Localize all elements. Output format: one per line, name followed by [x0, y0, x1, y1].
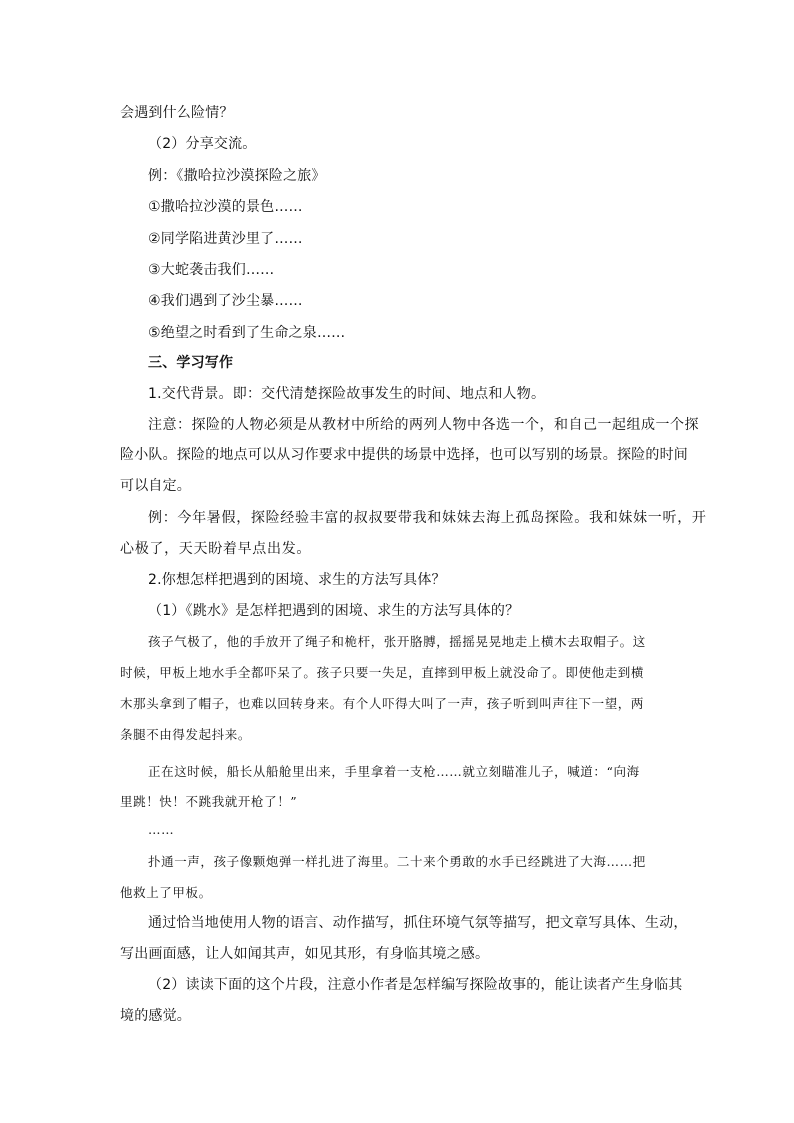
text-line: 写出画面感，让人如闻其声，如见其形，有身临其境之感。	[120, 946, 490, 962]
text-line: 心极了，天天盼着早点出发。	[120, 541, 312, 557]
quote-line: 里跳！快！不跳我就开枪了！”	[120, 794, 298, 809]
list-item: ③大蛇袭击我们……	[148, 262, 275, 278]
text-line: 通过恰当地使用人物的语言、动作描写，抓住环境气氛等描写，把文章写具体、生动，	[148, 915, 688, 931]
quote-line: 他救上了甲板。	[120, 885, 212, 900]
section-heading: 三、学习写作	[148, 355, 234, 371]
text-line: 会遇到什么险情？	[120, 105, 234, 121]
text-line: 境的感觉。	[120, 1008, 191, 1024]
quote-line: 孩子气极了，他的手放开了绳子和桅杆，张开胳膊，摇摇晃晃地走上横木去取帽子。这	[148, 634, 646, 649]
quote-line: 扑通一声，孩子像颗炮弹一样扎进了海里。二十来个勇敢的水手已经跳进了大海……把	[148, 854, 646, 869]
quote-line: 木那头拿到了帽子，也难以回转身来。有个人吓得大叫了一声，孩子听到叫声往下一望，两	[120, 696, 645, 711]
quote-line: 正在这时候，船长从船舱里出来，手里拿着一支枪……就立刻瞄准儿子，喊道：“向海	[148, 764, 640, 779]
text-line: 2.你想怎样把遇到的困境、求生的方法写具体？	[148, 572, 446, 588]
text-line: 1.交代背景。即：交代清楚探险故事发生的时间、地点和人物。	[148, 386, 546, 402]
text-line: （2）读读下面的这个片段，注意小作者是怎样编写探险故事的，能让读者产生身临其	[148, 977, 683, 993]
text-line: （2）分享交流。	[148, 136, 257, 152]
text-line: 险小队。探险的地点可以从习作要求中提供的场景中选择，也可以写别的场景。探险的时间	[120, 447, 688, 463]
list-item: ④我们遇到了沙尘暴……	[148, 293, 303, 309]
text-line: 注意：探险的人物必须是从教材中所给的两列人物中各选一个，和自己一起组成一个探	[148, 417, 699, 433]
quote-line: 时候，甲板上地水手全都吓呆了。孩子只要一失足，直摔到甲板上就没命了。即使他走到横	[120, 665, 645, 680]
text-line: 可以自定。	[120, 478, 191, 494]
text-line: 例：《撒哈拉沙漠探险之旅》	[148, 168, 326, 184]
quote-line: 条腿不由得发起抖来。	[120, 727, 252, 742]
list-item: ②同学陷进黄沙里了……	[148, 231, 303, 247]
text-line: （1）《跳水》是怎样把遇到的困境、求生的方法写具体的？	[148, 603, 520, 619]
list-item: ①撒哈拉沙漠的景色……	[148, 199, 303, 215]
text-line: 例：今年暑假，探险经验丰富的叔叔要带我和妹妹去海上孤岛探险。我和妹妹一听，开	[148, 510, 707, 526]
quote-line: ……	[148, 822, 175, 837]
list-item: ⑤绝望之时看到了生命之泉……	[148, 325, 346, 341]
